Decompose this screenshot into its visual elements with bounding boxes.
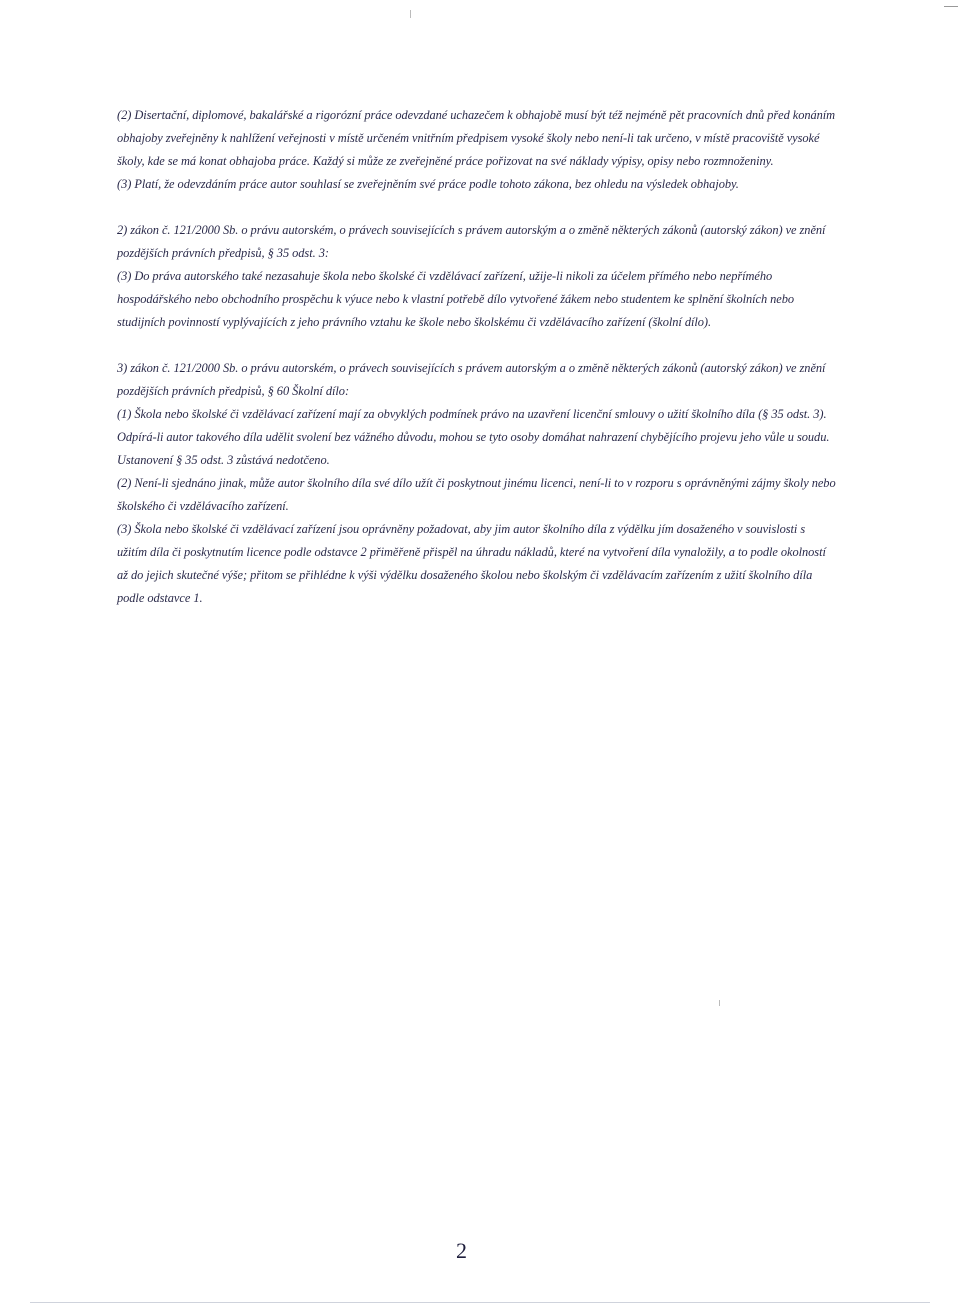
scan-mark-right <box>719 1000 720 1006</box>
footnote-3-heading: 3) zákon č. 121/2000 Sb. o právu autorském, o právech souvisejících s právem autorským a o změně některých zákonů (autorský zákon) ve znění pozdějších právních předpisů, § 60 Školní dílo: <box>117 361 826 398</box>
scan-mark-top <box>410 10 411 18</box>
paragraph-gap <box>117 196 837 219</box>
footnote-3-par-2: (2) Není-li sjednáno jinak, může autor školního díla své dílo užít či poskytnout jinému licenci, není-li to v rozporu s oprávněnými zájmy školy nebo školského či vzdělávacího zařízení. <box>117 476 836 513</box>
bottom-rule <box>30 1302 930 1303</box>
page-number: 2 <box>456 1238 467 1263</box>
scan-mark-top-right <box>944 6 958 7</box>
footnote-3-par-3: (3) Škola nebo školské či vzdělávací zařízení jsou oprávněny požadovat, aby jim autor školního díla z výdělku jím dosaženého v souvislosti s užitím díla či poskytnutím licence podle odstavce 2 přiměřeně přispěl na úhradu nákladů, které na vytvoření díla vynaložily, a to podle okolností až do jejich skutečné výše; přitom se přihlédne k výši výdělku dosaženého školou nebo školským či vzdělávacím zařízením z užití školního díla podle odstavce 1. <box>117 522 826 605</box>
footnote-2-text: (3) Do práva autorského také nezasahuje škola nebo školské či vzdělávací zařízení, užije-li nikoli za účelem přímého nebo nepřímého hospodářského nebo obchodního prospěchu k výuce nebo k vlastní potřebě dílo vytvořené žákem nebo studentem ke splnění školních nebo studijních povinností vyplývajících z jeho právního vztahu ke škole nebo školskému či vzdělávacího zařízení (školní dílo). <box>117 269 795 329</box>
text-block-top <box>117 104 837 610</box>
paragraph-gap <box>117 334 837 357</box>
paragraph-publication: (2) Disertační, diplomové, bakalářské a rigorózní práce odevzdané uchazečem k obhajobě musí být též nejméně pět pracovních dnů před konáním obhajoby zveřejněny k nahlížení veřejnosti v místě určeném vnitřním předpisem vysoké školy nebo není-li tak určeno, v místě pracoviště vysoké školy, kde se má konat obhajoba práce. Každý si může ze zveřejněné práce pořizovat na své náklady výpisy, opisy nebo rozmnoženiny. <box>117 108 836 168</box>
footnote-3-par-1: (1) Škola nebo školské či vzdělávací zařízení mají za obvyklých podmínek právo na uzavření licenční smlouvy o užití školního díla (§ 35 odst. 3). Odpírá-li autor takového díla udělit svolení bez vážného důvodu, mohou se tyto osoby domáhat nahrazení chybějícího projevu jeho vůle u soudu. Ustanovení § 35 odst. 3 zůstává nedotčeno. <box>117 407 830 467</box>
footnote-2-heading: 2) zákon č. 121/2000 Sb. o právu autorském, o právech souvisejících s právem autorským a o změně některých zákonů (autorský zákon) ve znění pozdějších právních předpisů, § 35 odst. 3: <box>117 223 826 260</box>
paragraph-consent: (3) Platí, že odevzdáním práce autor souhlasí se zveřejněním své práce podle tohoto zákona, bez ohledu na výsledek obhajoby. <box>117 177 739 191</box>
